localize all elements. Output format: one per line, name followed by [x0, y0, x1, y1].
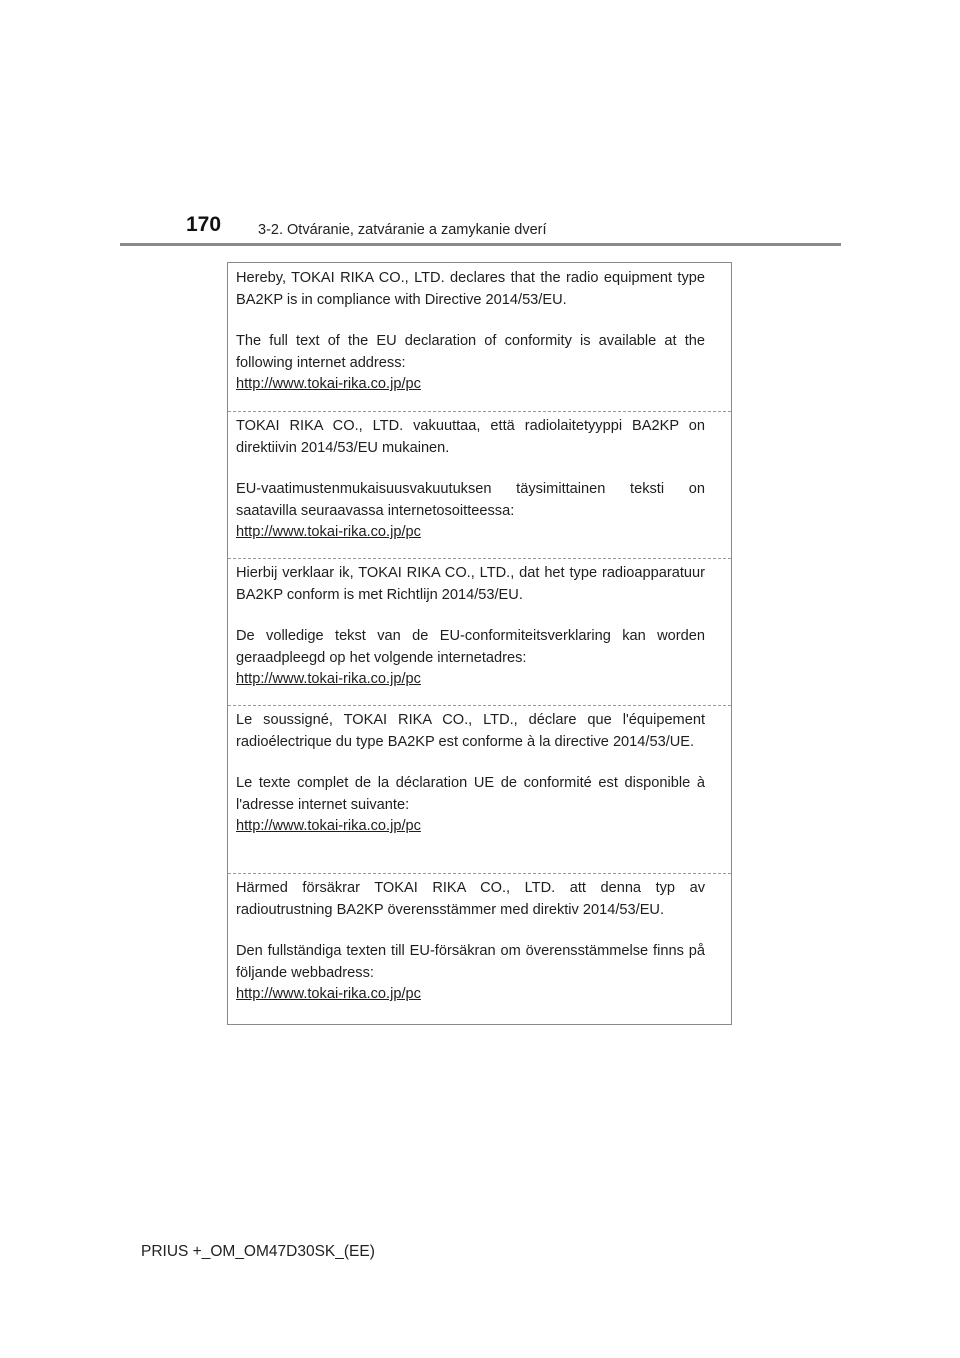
header-rule — [120, 243, 841, 246]
declaration-dutch — [228, 558, 731, 691]
declaration-availability: De volledige tekst van de EU-conformiteitsverklaring kan worden geraadpleegd op het volgende internetadres: — [236, 628, 705, 666]
declaration-statement: Hierbij verklaar ik, TOKAI RIKA CO., LTD., dat het type radioapparatuur BA2KP conform is met Richtlijn 2014/53/EU. — [236, 565, 705, 603]
declaration-statement: Hereby, TOKAI RIKA CO., LTD. declares that the radio equipment type BA2KP is in compliance with Directive 2014/53/EU. — [236, 270, 705, 308]
declaration-link[interactable]: http://www.tokai-rika.co.jp/pc — [236, 524, 421, 540]
declaration-swedish — [228, 873, 731, 1006]
declaration-link[interactable]: http://www.tokai-rika.co.jp/pc — [236, 818, 421, 834]
declaration-availability: Den fullständiga texten till EU-försäkran om överensstämmelse finns på följande webbadress: — [236, 943, 705, 981]
declaration-link[interactable]: http://www.tokai-rika.co.jp/pc — [236, 376, 421, 392]
declaration-statement: Le soussigné, TOKAI RIKA CO., LTD., déclare que l'équipement radioélectrique du type BA2KP est conforme à la directive 2014/53/UE. — [236, 712, 705, 750]
page-number: 170 — [186, 213, 222, 236]
document-code: PRIUS +_OM_OM47D30SK_(EE) — [141, 1243, 375, 1260]
declaration-link[interactable]: http://www.tokai-rika.co.jp/pc — [236, 671, 421, 687]
declaration-link[interactable]: http://www.tokai-rika.co.jp/pc — [236, 986, 421, 1002]
declaration-statement: Härmed försäkrar TOKAI RIKA CO., LTD. att denna typ av radioutrustning BA2KP överensstämmer med direktiv 2014/53/EU. — [236, 880, 705, 918]
declaration-statement: TOKAI RIKA CO., LTD. vakuuttaa, että radiolaitetyyppi BA2KP on direktiivin 2014/53/EU mukainen. — [236, 418, 705, 456]
declaration-availability: The full text of the EU declaration of conformity is available at the following internet address: — [236, 333, 705, 371]
section-title: 3-2. Otváranie, zatváranie a zamykanie dverí — [258, 222, 547, 238]
declaration-availability: Le texte complet de la déclaration UE de conformité est disponible à l'adresse internet suivante: — [236, 775, 705, 813]
declaration-french — [228, 705, 731, 838]
declaration-finnish — [228, 411, 731, 544]
declaration-english — [228, 263, 731, 396]
declaration-box — [227, 262, 732, 1025]
declaration-availability: EU-vaatimustenmukaisuusvakuutuksen täysimittainen teksti on saatavilla seuraavassa internetosoitteessa: — [236, 481, 705, 519]
